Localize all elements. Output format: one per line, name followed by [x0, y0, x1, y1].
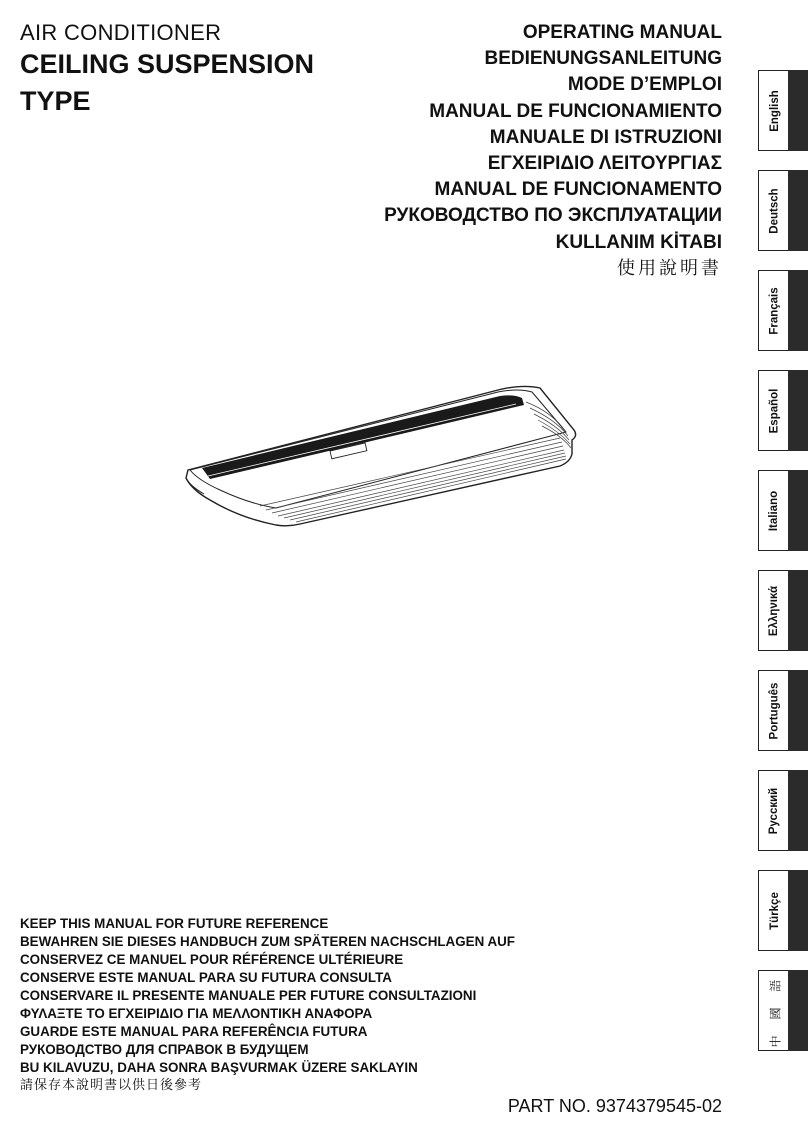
language-tab-label: Ελληνικά [768, 585, 781, 636]
tab-marker [788, 470, 808, 551]
keep-notice: BEWAHREN SIE DIESES HANDBUCH ZUM SPÄTEREN NACHSCHLAGEN AUF [20, 934, 515, 949]
manual-title: OPERATING MANUAL [522, 22, 722, 43]
manual-title: MANUALE DI ISTRUZIONI [489, 126, 722, 148]
keep-notice: CONSERVEZ CE MANUEL POUR RÉFÉRENCE ULTÉRIEURE [20, 952, 404, 967]
keep-notice: CONSERVE ESTE MANUAL PARA SU FUTURA CONSULTA [20, 970, 392, 985]
manual-title: MODE D’EMPLOI [567, 74, 722, 96]
tab-marker [788, 670, 808, 751]
tab-marker [788, 70, 808, 151]
manual-title: ΕΓΧΕΙΡΙΔΙΟ ΛΕΙΤΟΥΡΓΙΑΣ [487, 153, 722, 175]
keep-notice: 請保存本說明書以供日後參考 [20, 1078, 203, 1093]
manual-titles [384, 20, 722, 282]
keep-notice: ΦΥΛΑΞΤΕ ΤΟ ΕΓΧΕΙΡΙΔΙΟ ΓΙΑ ΜΕΛΛΟΝΤΙΚΗ ΑΝΑΦΟΡΑ [20, 1006, 373, 1021]
keep-notice: BU KILAVUZU, DAHA SONRA BAŞVURMAK ÜZERE SAKLAYIN [20, 1060, 418, 1075]
part-number: PART NO. 9374379545-02 [507, 1096, 722, 1116]
manual-title: РУКОВОДСТВО ПО ЭКСПЛУАТАЦИИ [384, 205, 722, 227]
language-tab-label: Português [768, 682, 781, 739]
language-tab-label: Español [768, 388, 781, 433]
manual-title: BEDIENUNGSANLEITUNG [484, 48, 722, 70]
air-conditioner-illustration [180, 378, 580, 528]
tab-marker [788, 170, 808, 251]
keep-notice: GUARDE ESTE MANUAL PARA REFERÊNCIA FUTURA [20, 1024, 368, 1039]
product-title-line2: TYPE [20, 86, 91, 116]
language-tab-label: 中 國 語 [768, 973, 783, 1048]
keep-manual-notices [20, 915, 515, 1095]
tab-marker [788, 570, 808, 651]
language-tab-label: Русский [768, 787, 781, 834]
language-tab-label: Français [768, 286, 781, 335]
language-tabs [758, 0, 808, 1139]
tab-marker [788, 770, 808, 851]
tab-marker [788, 870, 808, 951]
tab-marker [788, 370, 808, 451]
product-heading [20, 20, 314, 120]
product-kind: AIR CONDITIONER [20, 20, 222, 45]
keep-notice: CONSERVARE IL PRESENTE MANUALE PER FUTURE CONSULTAZIONI [20, 988, 477, 1003]
language-tab-label: Deutsch [768, 187, 781, 234]
manual-title: MANUAL DE FUNCIONAMIENTO [429, 100, 722, 122]
tab-marker [788, 970, 808, 1051]
product-title-line1: CEILING SUSPENSION [20, 49, 315, 79]
language-tab-label: English [768, 89, 781, 132]
language-tab-label: Türkçe [768, 891, 781, 930]
keep-notice: РУКОВОДСТВО ДЛЯ СПРАВОК В БУДУЩЕМ [20, 1042, 309, 1057]
manual-title: MANUAL DE FUNCIONAMENTO [434, 179, 722, 201]
keep-notice: KEEP THIS MANUAL FOR FUTURE REFERENCE [20, 916, 329, 931]
manual-title: KULLANIM KİTABI [555, 231, 722, 253]
language-tab-label: Italiano [768, 490, 781, 531]
tab-marker [788, 270, 808, 351]
manual-title: 使用說明書 [617, 257, 722, 279]
